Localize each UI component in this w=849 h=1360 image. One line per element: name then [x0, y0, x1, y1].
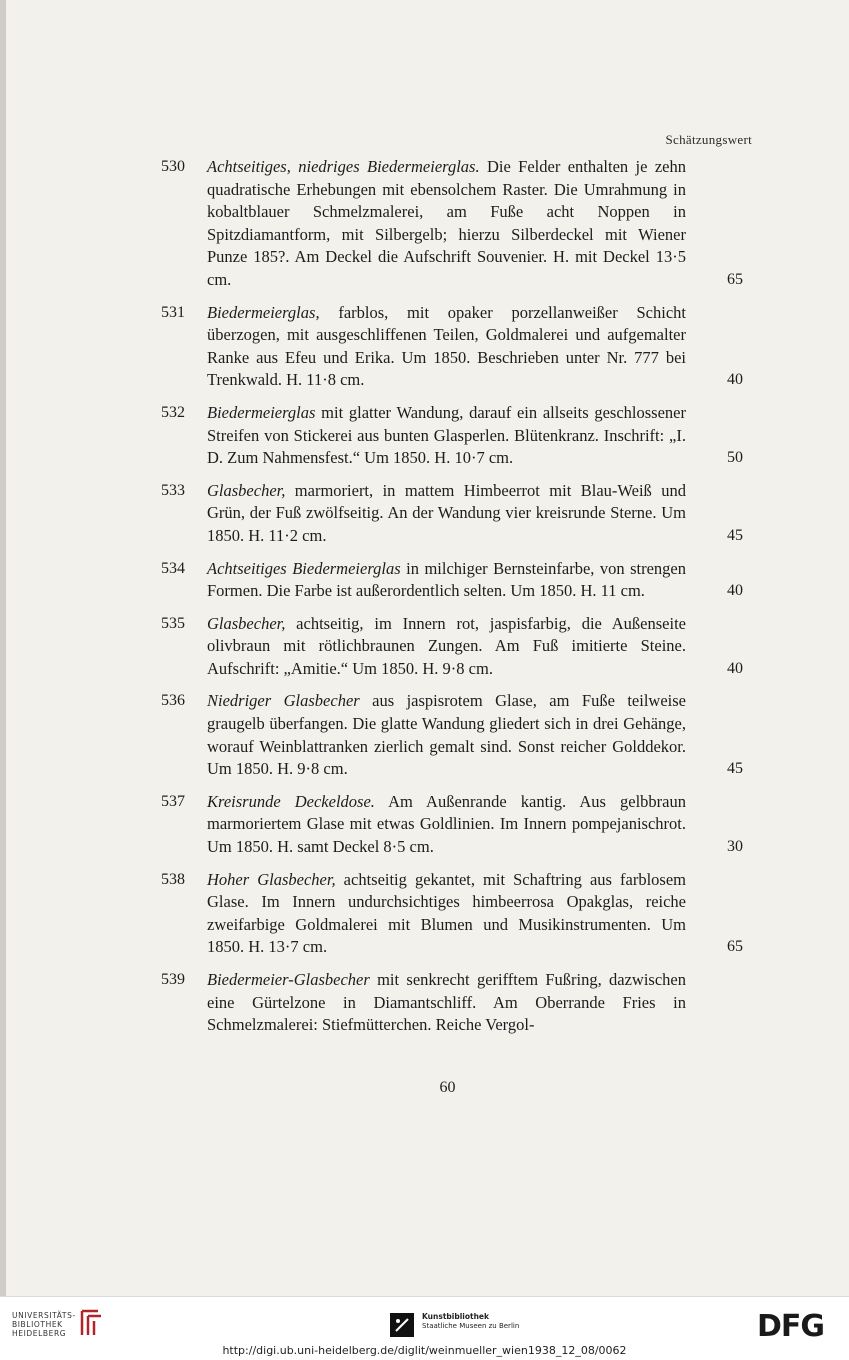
entry-price: 65	[727, 270, 743, 288]
entry-description: marmoriert, in mattem Himbeerrot mit Blau-Weiß und Grün, der Fuß zwölfseitig. An der Wandung vier kreisrunde Sterne. Um 1850. H. 11·2 cm.	[207, 480, 686, 545]
column-header: Schätzungswert	[665, 132, 752, 147]
catalog-entry	[0, 613, 849, 681]
entry-number: 538	[161, 870, 185, 888]
heidelberg-logo-icon[interactable]	[78, 1307, 104, 1337]
entry-title: Achtseitiges Biedermeierglas	[207, 558, 401, 578]
entry-description: achtseitig gekantet, mit Schaftring aus farblosem Glase. Im Innern undurchsichtiges himbeerrosa Opakglas, reiche zweifarbige Goldmalerei mit Blumen und Musikinstrumenten. Um 1850. H. 13·7 cm.	[207, 869, 686, 957]
entry-description: Am Außenrande kantig. Aus gelbbraun marmoriertem Glase mit etwas Goldlinien. Im Innern pompejanischrot. Um 1850. H. samt Deckel 8·5 cm.	[207, 791, 686, 857]
catalog-entries	[0, 156, 849, 1047]
university-line: UNIVERSITÄTS-	[12, 1311, 76, 1320]
entry-price: 45	[727, 526, 743, 544]
dfg-logo[interactable]: DFG	[757, 1309, 825, 1344]
page-number: 60	[439, 1079, 456, 1096]
catalog-entry	[0, 480, 849, 548]
entry-price: 45	[727, 760, 743, 778]
entry-title: Biedermeier-Glasbecher	[207, 970, 370, 989]
kunst-title: Kunstbibliothek	[422, 1312, 490, 1321]
entry-number: 539	[161, 971, 185, 988]
catalog-entry	[0, 869, 849, 959]
entry-title: Kreisrunde Deckeldose.	[207, 791, 375, 811]
entry-description: farblos, mit opaker porzellanweißer Schicht überzogen, mit ausgeschliffenen Teilen, Goldmalerei und aufgemalter Ranke aus Efeu und Erika. Um 1850. Beschrieben unter Nr. 777 bei Trenkwald. H. 11·8 cm.	[207, 302, 686, 390]
entry-title: Glasbecher,	[207, 613, 286, 633]
entry-price: 40	[727, 371, 743, 389]
entry-description: Die Felder enthalten je zehn quadratische Erhebungen mit ebensolchem Raster. Die Umrahmung in kobaltblauer Schmelzmalerei, am Fuße acht Noppen in Spitzdiamantform, mit Silbergelb; hierzu Silberdeckel mit Wiener Punze 185?. Am Deckel die Aufschrift Souvenier. H. mit Deckel 13·5 cm.	[207, 157, 686, 289]
entry-number: 534	[161, 559, 185, 577]
permalink-url[interactable]: http://digi.ub.uni-heidelberg.de/diglit/weinmueller_wien1938_12_08/0062	[222, 1344, 627, 1357]
entry-text	[207, 969, 686, 1037]
entry-text	[207, 402, 686, 470]
entry-price: 65	[727, 938, 743, 956]
entry-description: achtseitig, im Innern rot, jaspisfarbig, die Außenseite olivbraun mit rötlichbraunen Zungen. Am Fuß imitierte Steine. Aufschrift: „Amitie.“ Um 1850. H. 9·8 cm.	[207, 613, 686, 678]
kunstbibliothek-label	[422, 1312, 519, 1331]
entry-text	[207, 690, 686, 780]
entry-price: 50	[727, 449, 743, 467]
entry-number: 533	[161, 481, 185, 499]
entry-description: aus jaspisrotem Glase, am Fuße teilweise graugelb überfangen. Die glatte Wandung gliedert sich in drei Gehänge, worauf Weinblattranken zierlich gemalt sind. Sonst reicher Golddekor. Um 1850. H. 9·8 cm.	[207, 691, 686, 779]
kunstbibliothek-logo-icon[interactable]	[390, 1313, 414, 1337]
catalog-entry	[0, 690, 849, 780]
entry-number: 535	[161, 614, 185, 632]
entry-title: Biedermeierglas,	[207, 302, 320, 322]
entry-title: Biedermeierglas	[207, 402, 316, 422]
entry-text	[207, 791, 686, 859]
entry-number: 536	[161, 692, 185, 710]
university-line: BIBLIOTHEK	[12, 1320, 63, 1329]
entry-number: 537	[161, 792, 185, 810]
catalog-entry	[0, 969, 849, 1037]
entry-title: Achtseitiges, niedriges Biedermeierglas.	[207, 157, 480, 176]
entry-text	[207, 480, 686, 548]
entry-price: 40	[727, 582, 743, 600]
entry-text	[207, 613, 686, 681]
entry-title: Glasbecher,	[207, 480, 286, 500]
university-line: HEIDELBERG	[12, 1329, 67, 1338]
entry-description: mit senkrecht gerifftem Fußring, dazwischen eine Gürtelzone in Diamantschliff. Am Oberrande Fries in Schmelzmalerei: Stiefmütterchen. Reiche Vergol-	[207, 970, 686, 1035]
entry-price: 40	[727, 659, 743, 677]
entry-number: 532	[161, 403, 185, 421]
catalog-entry	[0, 302, 849, 392]
viewer-footer	[0, 1296, 849, 1360]
catalog-entry	[0, 156, 849, 292]
entry-price: 30	[727, 838, 743, 856]
entry-text	[207, 156, 686, 292]
entry-text	[207, 558, 686, 603]
entry-text	[207, 869, 686, 959]
catalog-entry	[0, 791, 849, 859]
entry-description: mit glatter Wandung, darauf ein allseits geschlossener Streifen von Stickerei aus bunten Glasperlen. Blütenkranz. Inschrift: „I. D. Zum Nahmensfest.“ Um 1850. H. 10·7 cm.	[207, 402, 686, 468]
kunst-subtitle: Staatliche Museen zu Berlin	[422, 1322, 520, 1330]
entry-text	[207, 302, 686, 392]
entry-number: 530	[161, 158, 185, 175]
catalog-entry	[0, 558, 849, 603]
entry-number: 531	[161, 303, 185, 321]
university-library-label[interactable]	[12, 1311, 82, 1338]
entry-title: Niedriger Glasbecher	[207, 691, 360, 711]
catalog-entry	[0, 402, 849, 470]
entry-description: in milchiger Bernsteinfarbe, von strengen Formen. Die Farbe ist außerordentlich selten. Um 1850. H. 11 cm.	[207, 558, 686, 601]
entry-title: Hoher Glasbecher,	[207, 869, 336, 889]
